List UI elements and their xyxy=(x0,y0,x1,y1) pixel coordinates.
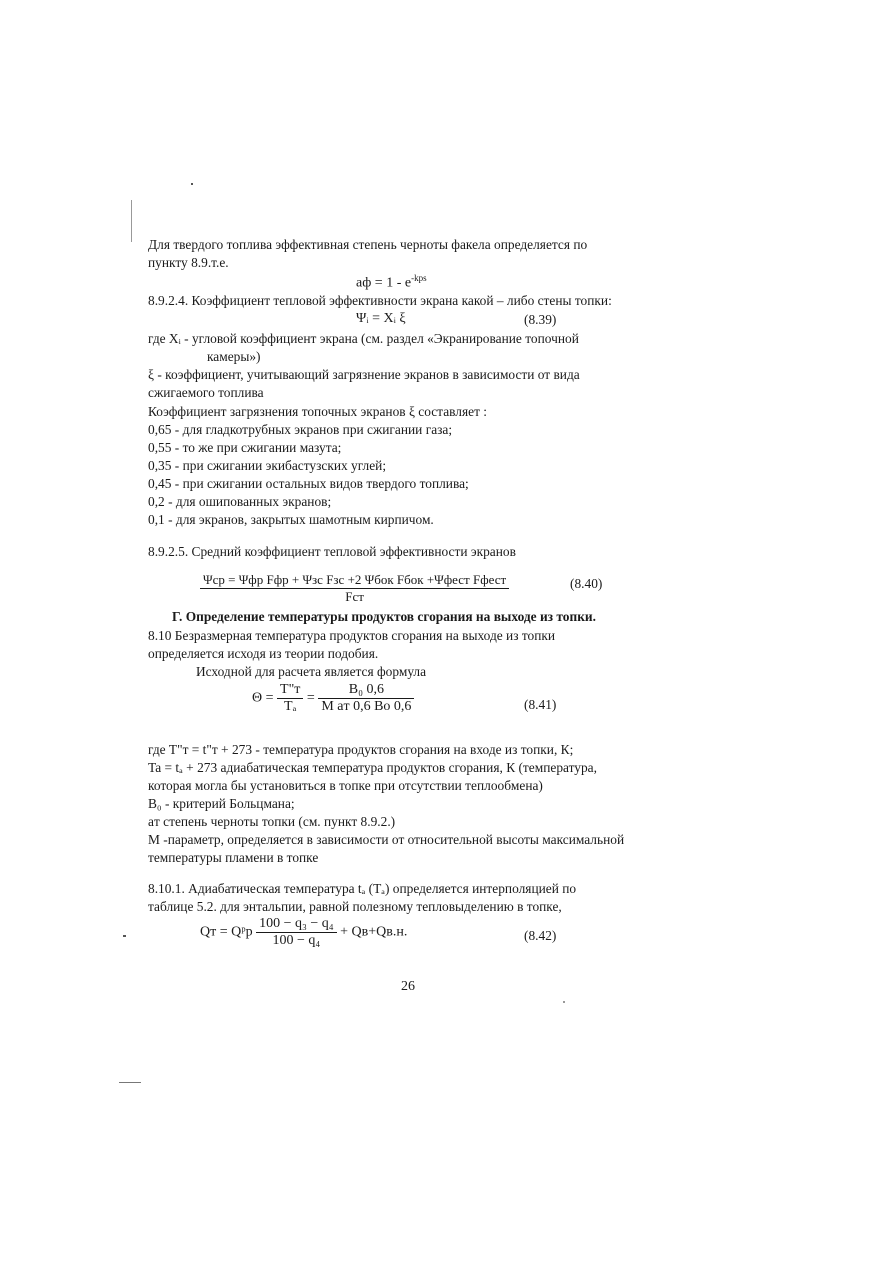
list-item: 0,35 - при сжигании экибастузских углей; xyxy=(148,458,387,473)
fraction xyxy=(200,572,509,605)
scan-mark xyxy=(131,200,132,242)
equation-8-41 xyxy=(252,682,414,715)
fraction-numerator: B₀ 0,6 xyxy=(318,682,414,699)
list-item: 0,65 - для гладкотрубных экранов при сжигании газа; xyxy=(148,422,453,437)
page-number: 26 xyxy=(401,979,415,994)
text-line: Для твердого топлива эффективная степень черноты факела определяется по xyxy=(148,237,588,252)
text-line: сжигаемого топлива xyxy=(148,385,264,400)
list-item: 0,45 - при сжигании остальных видов твердого топлива; xyxy=(148,476,469,491)
text-line: пункту 8.9.т.е. xyxy=(148,255,229,270)
equation-number: (8.40) xyxy=(570,576,603,591)
text-line: Ta = tₐ + 273 адиабатическая температура продуктов сгорания, К (температура, xyxy=(148,760,597,775)
eq-rhs: = 1 - e xyxy=(374,275,412,291)
text-line: температуры пламени в топке xyxy=(148,850,319,865)
scan-mark xyxy=(119,1082,141,1083)
scan-speck xyxy=(563,1001,565,1003)
text-line: которая могла бы установиться в топке при отсутствии теплообмена) xyxy=(148,778,543,793)
text-line: где Xᵢ - угловой коэффициент экрана (см. раздел «Экранирование топочной xyxy=(148,331,579,346)
text-line: ξ - коэффициент, учитывающий загрязнение экранов в зависимости от вида xyxy=(148,367,580,382)
text-line: камеры») xyxy=(207,349,261,364)
fraction-denominator: Fст xyxy=(345,589,364,604)
list-item: 0,1 - для экранов, закрытых шамотным кирпичом. xyxy=(148,512,434,527)
list-item: 0,2 - для ошипованных экранов; xyxy=(148,494,332,509)
text-line: B₀ - критерий Больцмана; xyxy=(148,796,295,811)
equation-number: (8.41) xyxy=(524,697,557,712)
eq-lhs: aф xyxy=(356,275,372,291)
fraction-denominator: Tₐ xyxy=(284,699,297,714)
eq-exponent: -kps xyxy=(411,273,427,283)
equation-8-38 xyxy=(356,273,427,292)
text-line: aт степень черноты топки (см. пункт 8.9.2.) xyxy=(148,814,396,829)
eq-lhs: Qт = Qᵖр xyxy=(200,924,253,940)
fraction-denominator: M aт 0,6 Bo 0,6 xyxy=(321,699,412,714)
fraction xyxy=(277,682,303,715)
text-line: определяется исходя из теории подобия. xyxy=(148,646,379,661)
text-line: таблице 5.2. для энтальпии, равной полезному тепловыделению в топке, xyxy=(148,899,562,914)
section-heading: 8.9.2.5. Средний коэффициент тепловой эффективности экранов xyxy=(148,544,516,559)
equation-8-39: Ψᵢ = Xᵢ ξ xyxy=(356,311,406,326)
eq-tail: + Qв+Qв.н. xyxy=(340,924,408,940)
text-line: 8.10 Безразмерная температура продуктов сгорания на выходе из топки xyxy=(148,628,556,643)
equation-number: (8.39) xyxy=(524,312,557,327)
text-line: М -параметр, определяется в зависимости от относительной высоты максимальной xyxy=(148,832,625,847)
equation-8-42 xyxy=(200,916,407,949)
equation-number: (8.42) xyxy=(524,928,557,943)
eq-equals: = xyxy=(306,690,315,706)
text-line: где T"т = t"т + 273 - температура продуктов сгорания на входе из топки, К; xyxy=(148,742,574,757)
fraction xyxy=(256,916,337,949)
subsection-title: Г. Определение температуры продуктов сгорания на выходе из топки. xyxy=(172,609,596,624)
text-line: Коэффициент загрязнения топочных экранов ξ составляет : xyxy=(148,404,487,419)
section-heading: 8.10.1. Адиабатическая температура tₐ (Tₐ) определяется интерполяцией по xyxy=(148,881,577,896)
fraction-numerator: 100 − q₃ − q₄ xyxy=(256,916,337,933)
scan-speck xyxy=(191,183,193,185)
fraction xyxy=(318,682,414,715)
eq-lhs: Θ = xyxy=(252,690,274,706)
fraction-numerator: Ψср = Ψфр Fфр + Ψзс Fзс +2 Ψбок Fбок +Ψфест Fфест xyxy=(200,572,509,589)
section-heading: 8.9.2.4. Коэффициент тепловой эффективности экрана какой – либо стены топки: xyxy=(148,293,612,308)
text-line: Исходной для расчета является формула xyxy=(196,664,427,679)
list-item: 0,55 - то же при сжигании мазута; xyxy=(148,440,342,455)
scan-speck xyxy=(123,935,126,937)
equation-8-40 xyxy=(200,572,540,605)
fraction-numerator: T"т xyxy=(277,682,303,699)
fraction-denominator: 100 − q₄ xyxy=(272,933,321,948)
